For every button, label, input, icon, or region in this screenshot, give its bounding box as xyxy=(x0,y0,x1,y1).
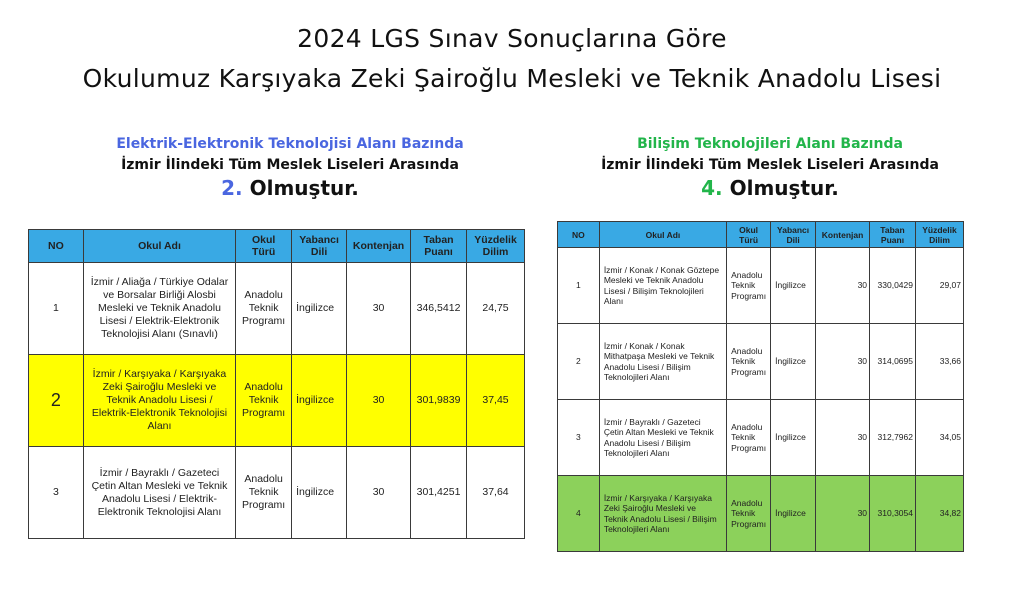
cell-percentile: 37,64 xyxy=(467,447,525,539)
right-rank-number: 4. xyxy=(701,176,723,200)
col-header-score: Taban Puanı xyxy=(411,230,467,263)
cell-school: İzmir / Bayraklı / Gazeteci Çetin Altan Mesleki ve Teknik Anadolu Lisesi / Bilişim Teknolojileri Alanı xyxy=(599,400,726,476)
col-header-percentile: Yüzdelik Dilim xyxy=(467,230,525,263)
col-header-type: Okul Türü xyxy=(727,222,771,248)
col-header-score: Taban Puanı xyxy=(870,222,916,248)
cell-school: İzmir / Karşıyaka / Karşıyaka Zeki Şairoğlu Mesleki ve Teknik Anadolu Lisesi / Bilişim Teknolojileri Alanı xyxy=(599,476,726,552)
col-header-type: Okul Türü xyxy=(236,230,292,263)
left-rank-number: 2. xyxy=(221,176,243,200)
cell-no: 3 xyxy=(29,447,84,539)
left-caption xyxy=(80,134,500,199)
cell-percentile: 29,07 xyxy=(915,248,963,324)
cell-language: İngilizce xyxy=(771,476,816,552)
cell-score: 312,7962 xyxy=(870,400,916,476)
table-row-highlighted xyxy=(29,355,525,447)
col-header-quota: Kontenjan xyxy=(816,222,870,248)
cell-school: İzmir / Karşıyaka / Karşıyaka Zeki Şairoğlu Mesleki ve Teknik Anadolu Lisesi / Elektrik-Elektronik Teknolojisi Alanı xyxy=(83,355,235,447)
col-header-school: Okul Adı xyxy=(599,222,726,248)
table-row xyxy=(29,447,525,539)
cell-percentile: 34,05 xyxy=(915,400,963,476)
cell-percentile: 33,66 xyxy=(915,324,963,400)
cell-no: 1 xyxy=(558,248,600,324)
table-header-row xyxy=(29,230,525,263)
cell-score: 346,5412 xyxy=(411,263,467,355)
cell-percentile: 34,82 xyxy=(915,476,963,552)
cell-quota: 30 xyxy=(347,355,411,447)
right-rank-text: Olmuştur. xyxy=(729,176,839,200)
cell-percentile: 37,45 xyxy=(467,355,525,447)
cell-language: İngilizce xyxy=(771,324,816,400)
cell-score: 314,0695 xyxy=(870,324,916,400)
cell-type: Anadolu Teknik Programı xyxy=(727,324,771,400)
col-header-language: Yabancı Dili xyxy=(292,230,347,263)
table-row-highlighted xyxy=(558,476,964,552)
cell-school: İzmir / Konak / Konak Mithatpaşa Mesleki ve Teknik Anadolu Lisesi / Bilişim Teknolojileri Alanı xyxy=(599,324,726,400)
right-field-label: Bilişim Teknolojileri Alanı Bazında xyxy=(637,136,903,152)
table-row xyxy=(558,400,964,476)
cell-score: 301,9839 xyxy=(411,355,467,447)
cell-language: İngilizce xyxy=(771,248,816,324)
col-header-no: NO xyxy=(558,222,600,248)
left-field-label: Elektrik-Elektronik Teknolojisi Alanı Bazında xyxy=(116,136,464,152)
table-row xyxy=(558,248,964,324)
cell-type: Anadolu Teknik Programı xyxy=(727,248,771,324)
cell-language: İngilizce xyxy=(771,400,816,476)
cell-no: 3 xyxy=(558,400,600,476)
cell-school: İzmir / Aliağa / Türkiye Odalar ve Borsalar Birliği Alosbi Mesleki ve Teknik Anadolu Lisesi / Elektrik-Elektronik Teknolojisi Alanı (Sınavlı) xyxy=(83,263,235,355)
right-caption xyxy=(550,134,990,199)
cell-no: 1 xyxy=(29,263,84,355)
cell-language: İngilizce xyxy=(292,355,347,447)
cell-type: Anadolu Teknik Programı xyxy=(727,476,771,552)
cell-no: 2 xyxy=(29,355,84,447)
col-header-language: Yabancı Dili xyxy=(771,222,816,248)
cell-quota: 30 xyxy=(816,476,870,552)
page-title-line-2: Okulumuz Karşıyaka Zeki Şairoğlu Mesleki ve Teknik Anadolu Lisesi xyxy=(82,64,942,93)
cell-language: İngilizce xyxy=(292,263,347,355)
left-scope-label: İzmir İlindeki Tüm Meslek Liseleri Arasında xyxy=(121,157,459,173)
left-results-table xyxy=(28,229,525,539)
col-header-percentile: Yüzdelik Dilim xyxy=(915,222,963,248)
cell-type: Anadolu Teknik Programı xyxy=(236,447,292,539)
cell-quota: 30 xyxy=(347,447,411,539)
cell-score: 330,0429 xyxy=(870,248,916,324)
col-header-school: Okul Adı xyxy=(83,230,235,263)
cell-no: 2 xyxy=(558,324,600,400)
cell-quota: 30 xyxy=(347,263,411,355)
col-header-quota: Kontenjan xyxy=(347,230,411,263)
cell-no: 4 xyxy=(558,476,600,552)
table-row xyxy=(558,324,964,400)
cell-type: Anadolu Teknik Programı xyxy=(236,355,292,447)
cell-percentile: 24,75 xyxy=(467,263,525,355)
cell-quota: 30 xyxy=(816,248,870,324)
cell-type: Anadolu Teknik Programı xyxy=(727,400,771,476)
cell-school: İzmir / Konak / Konak Göztepe Mesleki ve Teknik Anadolu Lisesi / Bilişim Teknolojileri Alanı xyxy=(599,248,726,324)
table-row xyxy=(29,263,525,355)
left-rank-text: Olmuştur. xyxy=(249,176,359,200)
right-rank xyxy=(550,178,990,199)
cell-type: Anadolu Teknik Programı xyxy=(236,263,292,355)
cell-quota: 30 xyxy=(816,400,870,476)
right-scope-label: İzmir İlindeki Tüm Meslek Liseleri Arasında xyxy=(601,157,939,173)
right-results-table xyxy=(557,221,964,552)
cell-score: 301,4251 xyxy=(411,447,467,539)
cell-school: İzmir / Bayraklı / Gazeteci Çetin Altan Mesleki ve Teknik Anadolu Lisesi / Elektrik-Elektronik Teknolojisi Alanı xyxy=(83,447,235,539)
cell-quota: 30 xyxy=(816,324,870,400)
left-rank xyxy=(80,178,500,199)
col-header-no: NO xyxy=(29,230,84,263)
cell-score: 310,3054 xyxy=(870,476,916,552)
table-header-row xyxy=(558,222,964,248)
page-title-line-1: 2024 LGS Sınav Sonuçlarına Göre xyxy=(297,24,727,53)
cell-language: İngilizce xyxy=(292,447,347,539)
